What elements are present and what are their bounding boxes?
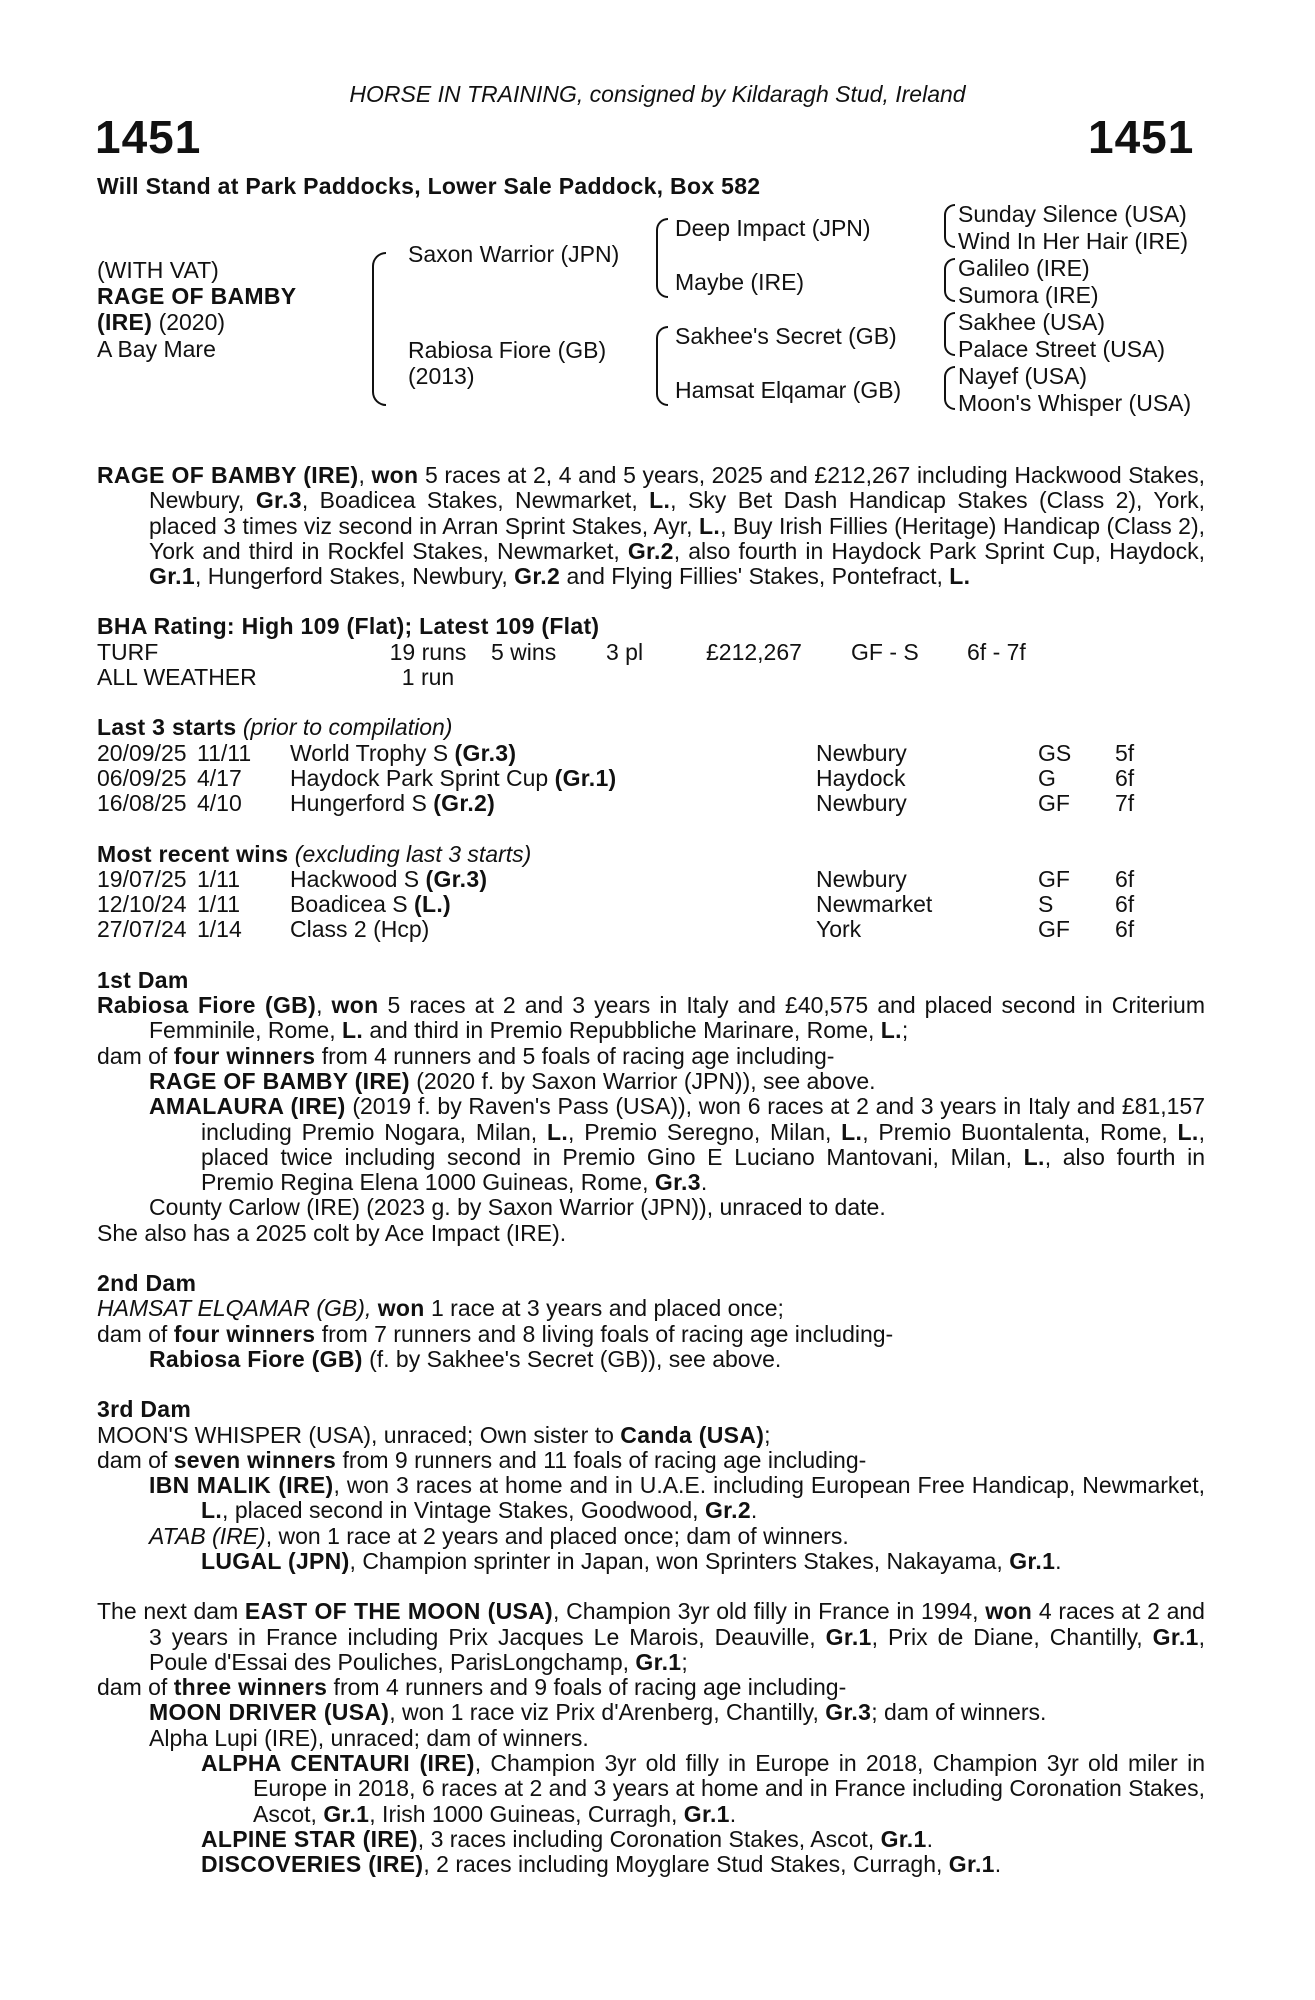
next-dam-produce-line: dam of three winners from 4 runners and 9 foals of racing age including- bbox=[97, 1674, 847, 1701]
vat-note: (WITH VAT) bbox=[97, 257, 219, 283]
last-3-starts-table bbox=[97, 741, 1205, 817]
consignment-line: HORSE IN TRAINING, consigned by Kildaragh Stud, Ireland bbox=[349, 81, 966, 107]
produce-item: LUGAL (JPN), Champion sprinter in Japan, won Sprinters Stakes, Nakayama, Gr.1. bbox=[201, 1547, 1062, 1574]
produce-item: Alpha Lupi (IRE), unraced; dam of winners. bbox=[149, 1724, 589, 1751]
horse-origin: (IRE) (2020) bbox=[97, 309, 226, 335]
produce-item: ALPHA CENTAURI (IRE), Champion 3yr old filly in Europe in 2018, Champion 3yr old miler in Europe in 2018, 6 races at 2 and 3 years at home and in France including Coronation Stakes, Ascot, Gr.1, Irish 1000 Guineas, Curragh, Gr.1. bbox=[201, 1750, 1205, 1827]
sire-sire: Deep Impact (JPN) bbox=[675, 215, 871, 241]
recent-wins-table bbox=[97, 867, 1205, 943]
produce-item: Rabiosa Fiore (GB) (f. by Sakhee's Secret (GB)), see above. bbox=[149, 1345, 782, 1372]
produce-item: AMALAURA (IRE) (2019 f. by Raven's Pass (USA)), won 6 races at 2 and 3 years in Italy and £81,157 including Premio Nogara, Milan, L., Premio Seregno, Milan, L., Premio Buontalenta, Rome, L., placed twice including second in Premio Gino E Luciano Mantovani, Milan, L., also fourth in Premio Regina Elena 1000 Guineas, Rome, Gr.3. bbox=[149, 1093, 1206, 1196]
third-dam-produce-line: dam of seven winners from 9 runners and 11 foals of racing age including- bbox=[97, 1446, 867, 1473]
lot-number-left: 1451 bbox=[95, 111, 202, 163]
sire: Saxon Warrior (JPN) bbox=[408, 241, 620, 267]
rating-row-turf: TURF 19 runs 5 wins 3 pl £212,267 GF - S 6f - 7f bbox=[97, 638, 1026, 665]
pedigree-sds: Galileo (IRE) bbox=[958, 255, 1090, 281]
table-row: 12/10/24 1/11 Boadicea S (L.) Newmarket S 6f bbox=[97, 891, 1135, 918]
next-dam-paragraph: The next dam EAST OF THE MOON (USA), Champion 3yr old filly in France in 1994, won 4 races at 2 and 3 years in France including Prix Jacques Le Marois, Deauville, Gr.1, Prix de Diane, Chantilly, Gr.1, Poule d'Essai des Pouliches, ParisLongchamp, Gr.1; bbox=[97, 1598, 1206, 1675]
dam-sire: Sakhee's Secret (GB) bbox=[675, 323, 897, 349]
horse-description: A Bay Mare bbox=[97, 336, 216, 362]
second-dam-produce-line: dam of four winners from 7 runners and 8 living foals of racing age including- bbox=[97, 1320, 894, 1347]
summary-paragraph: RAGE OF BAMBY (IRE), won 5 races at 2, 4 and 5 years, 2025 and £212,267 including Hackwood Stakes, Newbury, Gr.3, Boadicea Stakes, Newmarket, L., Sky Bet Dash Handicap Stakes (Class 2), York, placed 3 times viz second in Arran Sprint Stakes, Ayr, L., Buy Irish Fillies (Heritage) Handicap (Class 2), York and third in Rockfel Stakes, Newmarket, Gr.2, also fourth in Haydock Park Sprint Cup, Haydock, Gr.1, Hungerford Stakes, Newbury, Gr.2 and Flying Fillies' Stakes, Pontefract, L. bbox=[97, 462, 1206, 590]
pedigree-ddd: Moon's Whisper (USA) bbox=[958, 390, 1192, 416]
first-dam-heading: 1st Dam bbox=[97, 966, 189, 993]
sire-parents-brace bbox=[656, 218, 668, 298]
first-dam-produce-line: dam of four winners from 4 runners and 5 foals of racing age including- bbox=[97, 1042, 835, 1069]
pedigree-sdd: Sumora (IRE) bbox=[958, 282, 1099, 308]
gen3-brace-2 bbox=[944, 258, 955, 302]
lot-number-right: 1451 bbox=[1088, 111, 1195, 163]
sire-dam-brace bbox=[372, 252, 386, 406]
pedigree-ssd: Wind In Her Hair (IRE) bbox=[958, 228, 1189, 254]
dam-dam: Hamsat Elqamar (GB) bbox=[675, 377, 902, 403]
pedigree-sss: Sunday Silence (USA) bbox=[958, 201, 1187, 227]
recent-wins-heading: Most recent wins (excluding last 3 starts) bbox=[97, 840, 532, 867]
produce-item: ATAB (IRE), won 1 race at 2 years and placed once; dam of winners. bbox=[149, 1522, 849, 1549]
table-row: 27/07/24 1/14 Class 2 (Hcp) York GF 6f bbox=[97, 916, 1135, 943]
dam-parents-brace bbox=[656, 326, 668, 406]
catalogue-body bbox=[97, 463, 1205, 1878]
produce-item: MOON DRIVER (USA), won 1 race viz Prix d'Arenberg, Chantilly, Gr.3; dam of winners. bbox=[149, 1699, 1047, 1726]
table-row: 20/09/25 11/11 World Trophy S (Gr.3) Newbury GS 5f bbox=[97, 739, 1135, 766]
dam-name: Rabiosa Fiore (GB) bbox=[408, 337, 607, 363]
produce-item: ALPINE STAR (IRE), 3 races including Coronation Stakes, Ascot, Gr.1. bbox=[201, 1825, 933, 1852]
table-row: 19/07/25 1/11 Hackwood S (Gr.3) Newbury GF 6f bbox=[97, 865, 1135, 892]
pedigree-dss: Sakhee (USA) bbox=[958, 309, 1106, 335]
bha-rating-heading: BHA Rating: High 109 (Flat); Latest 109 (Flat) bbox=[97, 613, 600, 640]
third-dam-heading: 3rd Dam bbox=[97, 1396, 192, 1423]
gen3-brace-4 bbox=[944, 366, 955, 410]
produce-item: County Carlow (IRE) (2023 g. by Saxon Warrior (JPN)), unraced to date. bbox=[149, 1194, 886, 1221]
location-line: Will Stand at Park Paddocks, Lower Sale Paddock, Box 582 bbox=[97, 173, 761, 199]
produce-item: DISCOVERIES (IRE), 2 races including Moyglare Stud Stakes, Curragh, Gr.1. bbox=[201, 1851, 1002, 1878]
pedigree-dsd: Palace Street (USA) bbox=[958, 336, 1166, 362]
gen3-brace-1 bbox=[944, 204, 955, 248]
table-row: 16/08/25 4/10 Hungerford S (Gr.2) Newbury GF 7f bbox=[97, 790, 1135, 817]
sire-dam: Maybe (IRE) bbox=[675, 269, 805, 295]
rating-row-all-weather: ALL WEATHER 1 run bbox=[97, 664, 455, 691]
produce-item: IBN MALIK (IRE), won 3 races at home and in U.A.E. including European Free Handicap, Newmarket, L., placed second in Vintage Stakes, Goodwood, Gr.2. bbox=[149, 1472, 1206, 1524]
first-dam-paragraph: Rabiosa Fiore (GB), won 5 races at 2 and 3 years in Italy and £40,575 and placed second in Criterium Femminile, Rome, L. and third in Premio Repubbliche Marinare, Rome, L.; bbox=[97, 992, 1206, 1044]
third-dam-line: MOON'S WHISPER (USA), unraced; Own sister to Canda (USA); bbox=[97, 1421, 771, 1448]
gen3-brace-3 bbox=[944, 312, 955, 356]
horse-name: RAGE OF BAMBY bbox=[97, 283, 297, 309]
rating-table bbox=[97, 640, 1205, 691]
second-dam-line: HAMSAT ELQAMAR (GB), won 1 race at 3 years and placed once; bbox=[97, 1295, 784, 1322]
first-dam-extra: She also has a 2025 colt by Ace Impact (IRE). bbox=[97, 1219, 567, 1246]
produce-item: RAGE OF BAMBY (IRE) (2020 f. by Saxon Warrior (JPN)), see above. bbox=[149, 1067, 876, 1094]
dam-year: (2013) bbox=[408, 363, 475, 389]
pedigree-dds: Nayef (USA) bbox=[958, 363, 1088, 389]
second-dam-heading: 2nd Dam bbox=[97, 1270, 197, 1297]
last-3-starts-heading: Last 3 starts (prior to compilation) bbox=[97, 714, 453, 741]
table-row: 06/09/25 4/17 Haydock Park Sprint Cup (Gr.1) Haydock G 6f bbox=[97, 764, 1135, 791]
